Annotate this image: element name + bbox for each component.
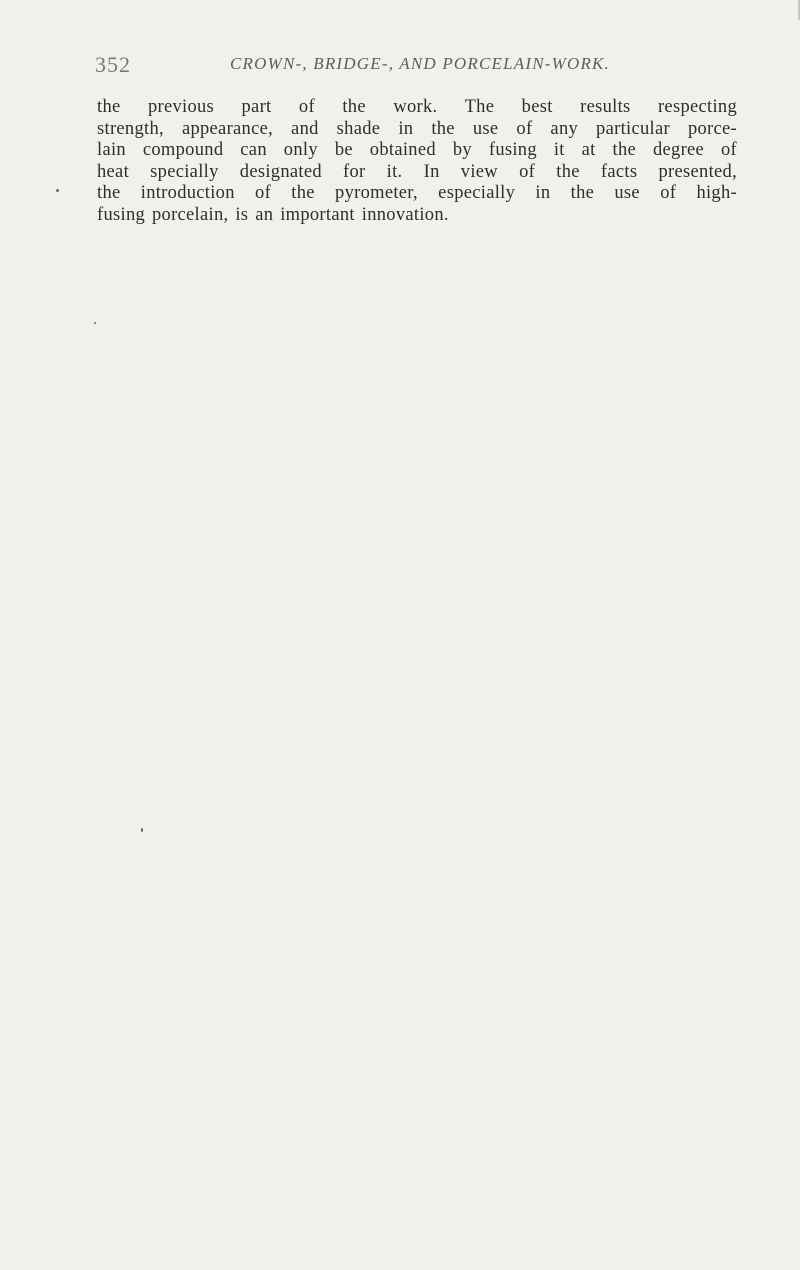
text-line: the previous part of the work. The best results respecting (97, 97, 737, 117)
text-line: heat specially designated for it. In view of the facts presented, (97, 161, 737, 182)
text-line: the introduction of the pyrometer, especially in the use of high- (97, 183, 737, 204)
text-line: fusing porcelain, is an important innovation. (97, 204, 449, 225)
text-line: lain compound can only be obtained by fusing it at the degree of (97, 140, 737, 161)
paper-speck (141, 828, 143, 832)
running-title: CROWN-, BRIDGE-, AND PORCELAIN-WORK. (230, 54, 611, 73)
text-line: strength, appearance, and shade in the use of any particular porce- (97, 118, 737, 139)
paper-speck (94, 322, 96, 324)
page-number: 352 (95, 52, 131, 77)
body-paragraph (97, 97, 737, 227)
running-head (95, 52, 755, 82)
paper-speck (56, 189, 59, 192)
